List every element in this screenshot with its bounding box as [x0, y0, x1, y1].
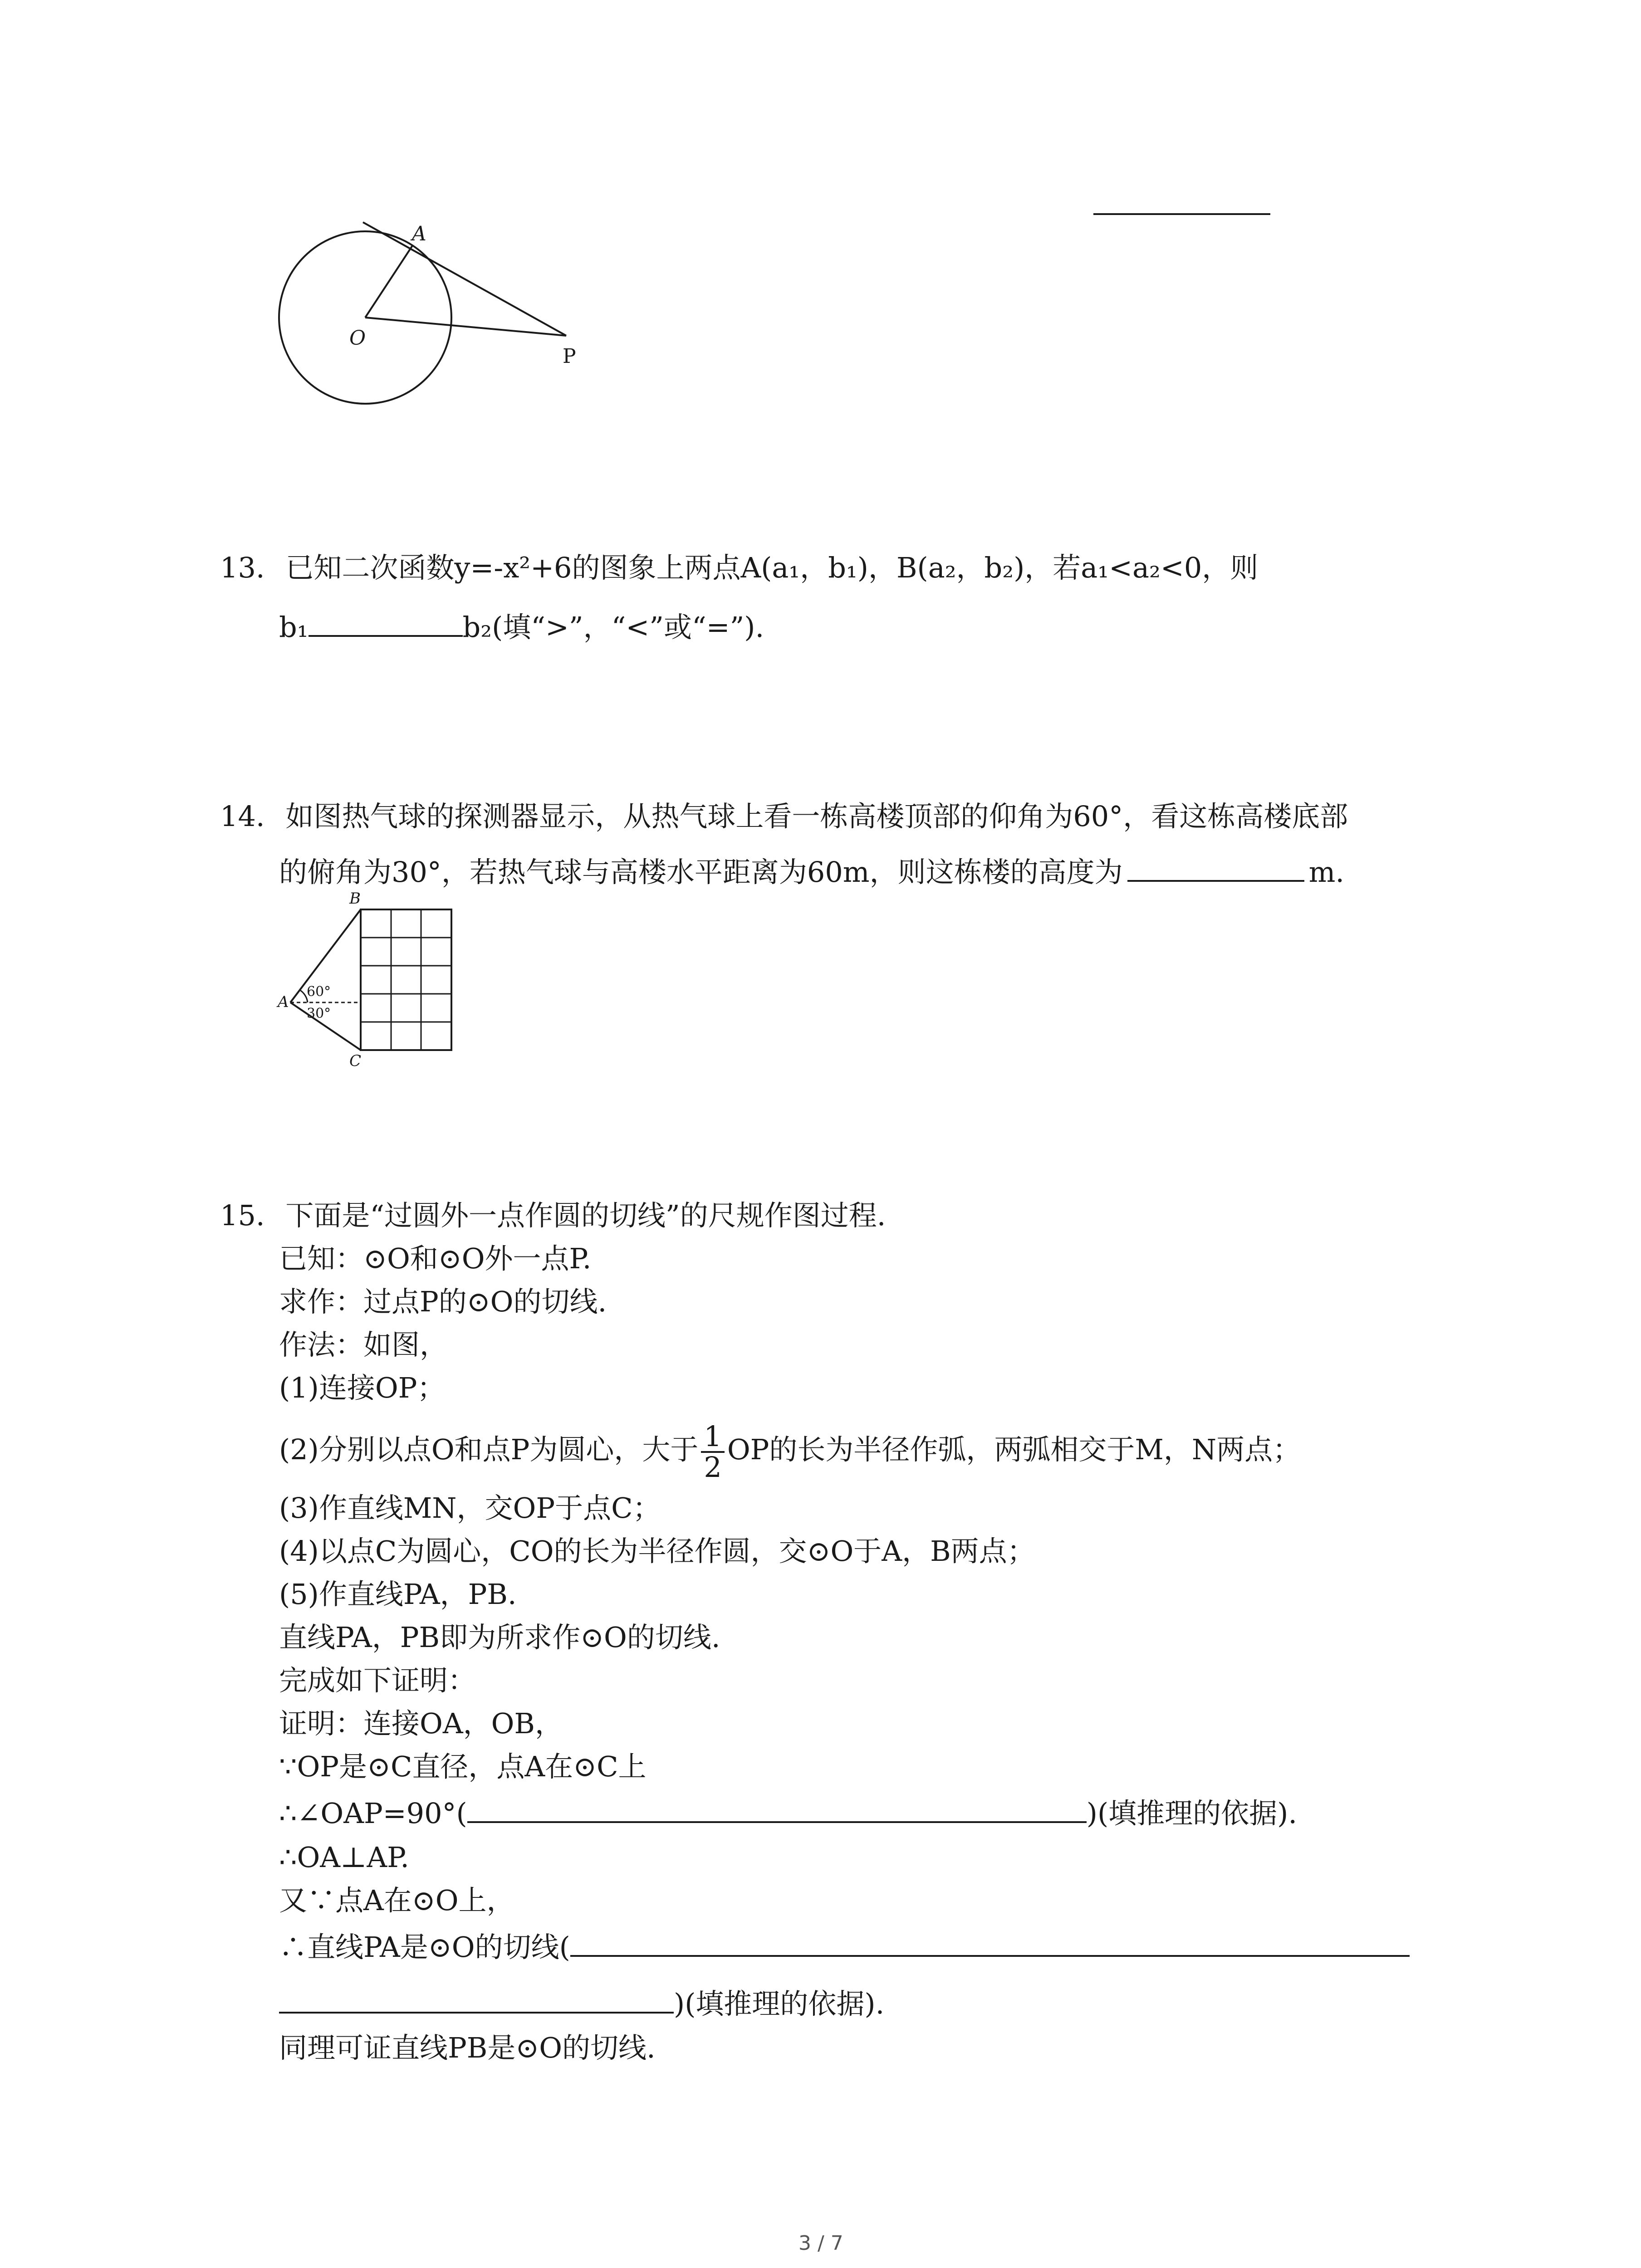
q15-required: 求作：过点P的⊙O的切线.	[279, 1285, 607, 1318]
q15-step2	[279, 1422, 1301, 1482]
unit-m: m.	[1308, 855, 1345, 889]
fraction-numerator: 1	[701, 1422, 724, 1453]
answer-blank-q12[interactable]	[1093, 213, 1270, 215]
q15-proof-7	[279, 1984, 884, 2022]
question-15-line1	[220, 1198, 886, 1234]
answer-blank-reason2b[interactable]	[279, 1984, 674, 2014]
q15-given: 已知：⊙O和⊙O外一点P.	[279, 1242, 592, 1275]
answer-blank-reason1[interactable]	[467, 1794, 1087, 1823]
tangent-line	[363, 222, 566, 336]
q15-method: 作法：如图，	[279, 1328, 448, 1361]
q15-step4: (4)以点C为圆心，CO的长为半径作圆，交⊙O于A，B两点；	[279, 1535, 1035, 1568]
fraction-denominator: 2	[704, 1451, 722, 1484]
balloon-building-figure	[272, 889, 467, 1070]
circle-tangent-figure	[272, 213, 590, 422]
q15-step1: (1)连接OP；	[279, 1371, 446, 1404]
q15-conclusion: 直线PA，PB即为所求作⊙O的切线.	[279, 1621, 720, 1654]
q15-proof-intro: 完成如下证明：	[279, 1664, 476, 1697]
q15-step3: (3)作直线MN，交OP于点C；	[279, 1491, 661, 1525]
angle-30: 30°	[307, 1006, 331, 1022]
question-13-line2	[279, 608, 764, 645]
question-text: 如图热气球的探测器显示，从热气球上看一栋高楼顶部的仰角为60°，看这栋高楼底部	[285, 800, 1348, 833]
q15-proof-4: ∴OA⊥AP.	[279, 1841, 409, 1874]
q15-proof-6	[279, 1928, 1410, 1965]
question-text: 已知二次函数y=-x²+6的图象上两点A(a₁，b₁)，B(a₂，b₂)，若a₁<a₂<0，则	[285, 551, 1259, 584]
q15-proof-8: 同理可证直线PB是⊙O的切线.	[279, 2031, 656, 2064]
label-a: A	[412, 222, 426, 245]
fraction-half	[701, 1422, 724, 1482]
answer-blank-q14[interactable]	[1127, 853, 1304, 882]
question-text-cont: 的俯角为30°，若热气球与高楼水平距离为60m，则这栋楼的高度为	[279, 855, 1123, 889]
b1-label: b₁	[279, 611, 309, 644]
question-14-line1	[220, 798, 1348, 835]
q15-proof-2: ∵OP是⊙C直径，点A在⊙C上	[279, 1750, 647, 1783]
question-14-line2	[279, 853, 1344, 890]
q15-proof-3	[279, 1794, 1297, 1832]
step2-pre: (2)分别以点O和点P为圆心，大于	[279, 1433, 699, 1466]
question-number: 14.	[220, 800, 265, 833]
question-13-line1	[220, 550, 1258, 586]
step2-post: OP的长为半径作弧，两弧相交于M，N两点；	[727, 1433, 1301, 1466]
angle-60: 60°	[307, 984, 331, 1000]
building	[361, 909, 451, 1050]
question-number: 13.	[220, 551, 265, 584]
proof-6-pre: ∴直线PA是⊙O的切线(	[279, 1931, 570, 1964]
b2-text: b₂(填“>”，“<”或“=”).	[462, 611, 764, 644]
q15-step5: (5)作直线PA，PB.	[279, 1578, 517, 1611]
segment-oa	[365, 245, 413, 318]
proof-7-post: )(填推理的依据).	[674, 1987, 885, 2020]
q15-proof-1: 证明：连接OA，OB，	[279, 1707, 563, 1740]
question-number: 15.	[220, 1199, 265, 1232]
label-p: P	[563, 345, 576, 368]
proof-3-pre: ∴∠OAP=90°(	[279, 1797, 467, 1830]
proof-3-post: )(填推理的依据).	[1086, 1797, 1298, 1830]
page-number: 3 / 7	[798, 2232, 843, 2255]
label-a: A	[278, 993, 289, 1011]
answer-blank-reason2a[interactable]	[570, 1928, 1410, 1957]
question-text: 下面是“过圆外一点作圆的切线”的尺规作图过程.	[285, 1199, 886, 1232]
segment-op	[365, 318, 566, 336]
answer-blank-q13[interactable]	[309, 608, 463, 637]
label-b: B	[349, 890, 361, 908]
q15-proof-5: 又∵点A在⊙O上，	[279, 1884, 515, 1917]
label-o: O	[349, 327, 366, 350]
label-c: C	[349, 1052, 362, 1070]
